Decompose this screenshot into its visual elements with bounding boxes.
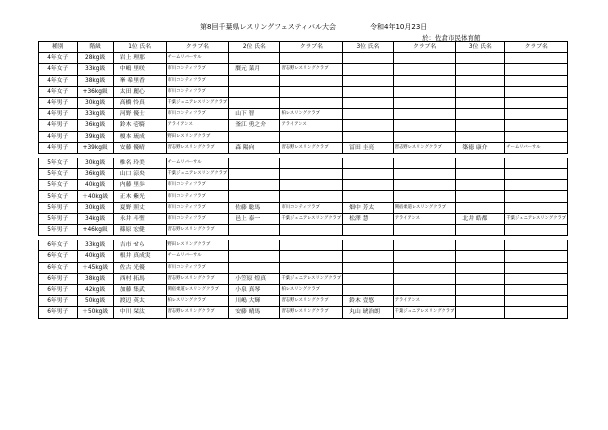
third-place-club-b	[505, 75, 568, 86]
first-place-name: 永井 斗聖	[113, 213, 166, 224]
second-place-club: 習志野レスリングクラブ	[280, 142, 343, 153]
category-cell: 6年男子	[39, 273, 78, 284]
third-place-club-a: アライアンス	[393, 213, 456, 224]
first-place-name: 峯 希里香	[113, 75, 166, 86]
second-place-name	[229, 240, 280, 251]
table-row	[39, 75, 608, 86]
category-cell: 6年女子	[39, 262, 78, 273]
third-place-club-a	[393, 131, 456, 142]
third-place-name-a	[343, 53, 394, 64]
first-place-club: 市川コンティフラブ	[166, 180, 229, 191]
weight-class-cell: 28kg級	[77, 53, 113, 64]
document-title: 第8回千葉県レスリングフェスティバル大会	[200, 23, 337, 31]
table-row	[39, 120, 608, 131]
first-place-club: 市川コンティフラブ	[166, 75, 229, 86]
second-place-club	[280, 262, 343, 273]
category-cell: 4年男子	[39, 109, 78, 120]
category-cell: 5年女子	[39, 158, 78, 169]
third-place-name-a	[343, 158, 394, 169]
third-place-name-b	[456, 169, 505, 180]
weight-class-cell: ＋40kg級	[77, 191, 113, 202]
third-place-name-a	[343, 120, 394, 131]
third-place-club-a	[393, 64, 456, 75]
table-row	[39, 97, 608, 108]
third-place-club-b: 千葉ジュニアレスリングクラブ	[505, 213, 568, 224]
third-place-club-a	[393, 158, 456, 169]
third-place-club-b	[505, 53, 568, 64]
third-place-club-a: 関宿柔道レスリングクラブ	[393, 202, 456, 213]
third-place-club-b	[505, 191, 568, 202]
first-place-name: 根井 真成実	[113, 251, 166, 262]
first-place-name: 椎名 玲美	[113, 158, 166, 169]
first-place-name: 渡辺 英太	[113, 296, 166, 307]
category-cell: 4年女子	[39, 64, 78, 75]
header-1st-name: 1位 氏名	[113, 42, 166, 53]
third-place-club-b	[505, 262, 568, 273]
first-place-name: 河野 優士	[113, 109, 166, 120]
first-place-club: 市川コンティフラブ	[166, 64, 229, 75]
second-place-name: 贋元 菜月	[229, 64, 280, 75]
category-cell: 5年男子	[39, 213, 78, 224]
third-place-club-b	[505, 240, 568, 251]
table-row	[39, 202, 608, 213]
third-place-name-a	[343, 284, 394, 295]
first-place-name: 篠原 宏健	[113, 225, 166, 236]
weight-class-cell: 38kg級	[77, 75, 113, 86]
category-cell: 5年女子	[39, 180, 78, 191]
first-place-club: 市川コンティフラブ	[166, 109, 229, 120]
third-place-club-b	[505, 202, 568, 213]
third-place-name-a	[343, 251, 394, 262]
third-place-club-b	[505, 169, 568, 180]
third-place-club-a: 習志野レスリングクラブ	[393, 142, 456, 153]
table-row	[39, 225, 608, 236]
weight-class-cell: 36kg級	[77, 120, 113, 131]
third-place-club-b	[505, 64, 568, 75]
weight-class-cell: 33kg級	[77, 240, 113, 251]
table-row	[39, 284, 608, 295]
third-place-name-a	[343, 109, 394, 120]
second-place-name	[229, 158, 280, 169]
first-place-name: 中川 栞汰	[113, 307, 166, 318]
second-place-club: 柏レスリングクラブ	[280, 284, 343, 295]
third-place-club-b	[505, 158, 568, 169]
second-place-name	[229, 191, 280, 202]
second-place-name: 釜江 勇之介	[229, 120, 280, 131]
first-place-name: 佐古 光優	[113, 262, 166, 273]
third-place-name-a	[343, 86, 394, 97]
second-place-club: 千葉ジュニアレスリングクラブ	[280, 213, 343, 224]
second-place-name: 邑上 泰一	[229, 213, 280, 224]
second-place-club	[280, 53, 343, 64]
first-place-club: アライアンス	[166, 120, 229, 131]
table-row	[39, 262, 608, 273]
third-place-club-b	[505, 284, 568, 295]
header-1st-club: クラブ名	[166, 42, 229, 53]
third-place-name-b	[456, 296, 505, 307]
category-cell: 4年男子	[39, 131, 78, 142]
third-place-club-a	[393, 97, 456, 108]
weight-class-cell: 34kg級	[77, 213, 113, 224]
first-place-name: 中嶋 里咲	[113, 64, 166, 75]
second-place-name: 小泉 真琴	[229, 284, 280, 295]
second-place-name	[229, 53, 280, 64]
weight-class-cell: +36kg級	[77, 86, 113, 97]
header-3rd-club-a: クラブ名	[393, 42, 456, 53]
table-row	[39, 64, 608, 75]
third-place-name-a: 畑中 芳太	[343, 202, 394, 213]
third-place-name-b	[456, 284, 505, 295]
grade-6-results	[39, 240, 608, 318]
category-cell: 5年男子	[39, 225, 78, 236]
second-place-club	[280, 225, 343, 236]
third-place-club-b	[505, 225, 568, 236]
first-place-club: チームリバーサル	[166, 158, 229, 169]
category-cell: 5年女子	[39, 191, 78, 202]
first-place-club: 習志野レスリングクラブ	[166, 273, 229, 284]
second-place-name	[229, 75, 280, 86]
third-place-name-a	[343, 240, 394, 251]
third-place-club-a: 千葉ジュニアレスリングクラブ	[393, 307, 456, 318]
header-category: 種別	[39, 42, 78, 53]
second-place-club: アライアンス	[280, 120, 343, 131]
third-place-name-a	[343, 180, 394, 191]
second-place-name: 山下 智	[229, 109, 280, 120]
third-place-name-b	[456, 86, 505, 97]
first-place-name: 夏野 照丈	[113, 202, 166, 213]
third-place-club-b	[505, 97, 568, 108]
third-place-name-b	[456, 307, 505, 318]
third-place-name-b	[456, 240, 505, 251]
second-place-club: 習志野レスリングクラブ	[280, 307, 343, 318]
results-table	[38, 41, 608, 319]
document-date: 令和4年10月23日	[370, 23, 428, 31]
category-cell: 5年女子	[39, 169, 78, 180]
third-place-name-b	[456, 180, 505, 191]
first-place-club: 野田レスリングクラブ	[166, 131, 229, 142]
third-place-club-a	[393, 240, 456, 251]
third-place-name-a	[343, 64, 394, 75]
second-place-name	[229, 169, 280, 180]
first-place-club: 市川コンティフラブ	[166, 191, 229, 202]
weight-class-cell: 42kg級	[77, 284, 113, 295]
first-place-club: 野田レスリングクラブ	[166, 240, 229, 251]
third-place-club-a	[393, 169, 456, 180]
third-place-name-b	[456, 97, 505, 108]
second-place-club	[280, 251, 343, 262]
second-place-club: 千葉ジュニアレスリングクラブ	[280, 273, 343, 284]
third-place-name-a	[343, 191, 394, 202]
first-place-club: 習志野レスリングクラブ	[166, 225, 229, 236]
third-place-name-b	[456, 202, 505, 213]
third-place-club-b	[505, 109, 568, 120]
table-row	[39, 307, 608, 318]
third-place-name-b	[456, 262, 505, 273]
first-place-name: 太田 麗心	[113, 86, 166, 97]
weight-class-cell: 39kg級	[77, 131, 113, 142]
venue-label: 於：佐倉市民体育館	[422, 34, 481, 42]
third-place-club-b	[505, 307, 568, 318]
second-place-club	[280, 86, 343, 97]
first-place-club: 関宿柔道レスリングクラブ	[166, 284, 229, 295]
weight-class-cell: 36kg級	[77, 169, 113, 180]
category-cell: 6年女子	[39, 240, 78, 251]
third-place-name-a	[343, 262, 394, 273]
table-row	[39, 213, 608, 224]
category-cell: 6年男子	[39, 296, 78, 307]
weight-class-cell: +46kg級	[77, 225, 113, 236]
weight-class-cell: 30kg級	[77, 158, 113, 169]
table-row	[39, 296, 608, 307]
third-place-club-a	[393, 191, 456, 202]
third-place-name-a	[343, 97, 394, 108]
second-place-club	[280, 75, 343, 86]
first-place-name: 正木 紫光	[113, 191, 166, 202]
third-place-name-b	[456, 75, 505, 86]
grade-5-results	[39, 158, 608, 236]
third-place-club-b	[505, 131, 568, 142]
second-place-name: 川嶋 大輝	[229, 296, 280, 307]
table-row	[39, 53, 608, 64]
header-3rd-name-a: 3位 氏名	[343, 42, 394, 53]
category-cell: 4年男子	[39, 120, 78, 131]
third-place-name-a: 鈴木 壹悠	[343, 296, 394, 307]
second-place-name	[229, 180, 280, 191]
second-place-club: 柏レスリングクラブ	[280, 109, 343, 120]
second-place-club	[280, 191, 343, 202]
table-row	[39, 273, 608, 284]
third-place-name-a: 丸山 琥治朗	[343, 307, 394, 318]
first-place-club: 市川コンティフラブ	[166, 213, 229, 224]
third-place-club-b	[505, 251, 568, 262]
second-place-club	[280, 158, 343, 169]
third-place-club-b: チームリバーサル	[505, 142, 568, 153]
second-place-club	[280, 131, 343, 142]
third-place-club-a	[393, 251, 456, 262]
second-place-club	[280, 169, 343, 180]
second-place-club	[280, 97, 343, 108]
weight-class-cell: 40kg級	[77, 251, 113, 262]
category-cell: 4年女子	[39, 86, 78, 97]
third-place-club-a	[393, 109, 456, 120]
third-place-name-a	[343, 131, 394, 142]
third-place-name-b	[456, 53, 505, 64]
header-3rd-club-b: クラブ名	[505, 42, 568, 53]
first-place-club: 習志野レスリングクラブ	[166, 142, 229, 153]
first-place-club: 千葉ジュニアレスリングクラブ	[166, 97, 229, 108]
second-place-club: 習志野レスリングクラブ	[280, 64, 343, 75]
weight-class-cell: ＋50kg級	[77, 307, 113, 318]
second-place-name	[229, 86, 280, 97]
table-row	[39, 240, 608, 251]
first-place-club: 市川コンティフラブ	[166, 202, 229, 213]
third-place-name-b	[456, 251, 505, 262]
category-cell: 5年男子	[39, 202, 78, 213]
second-place-name: 小笠原 煌真	[229, 273, 280, 284]
table-row	[39, 109, 608, 120]
category-cell: 6年女子	[39, 251, 78, 262]
third-place-club-b	[505, 296, 568, 307]
header-2nd-name: 2位 氏名	[229, 42, 280, 53]
table-row	[39, 180, 608, 191]
first-place-name: 加藤 集武	[113, 284, 166, 295]
second-place-name: 佐藤 聡馬	[229, 202, 280, 213]
second-place-name: 安藤 晴馬	[229, 307, 280, 318]
header-2nd-club: クラブ名	[280, 42, 343, 53]
third-place-club-a	[393, 284, 456, 295]
first-place-club: チームリバーサル	[166, 53, 229, 64]
second-place-club: 習志野レスリングクラブ	[280, 296, 343, 307]
weight-class-cell: 38kg級	[77, 273, 113, 284]
weight-class-cell: 33kg級	[77, 64, 113, 75]
weight-class-cell: 30kg級	[77, 97, 113, 108]
table-row	[39, 131, 608, 142]
grade-4-results	[39, 53, 608, 154]
first-place-name: 山口 涼央	[113, 169, 166, 180]
table-row	[39, 169, 608, 180]
first-place-club: チームリバーサル	[166, 251, 229, 262]
first-place-name: 内藤 里歩	[113, 180, 166, 191]
header-3rd-name-b: 3位 氏名	[456, 42, 505, 53]
category-cell: 4年女子	[39, 53, 78, 64]
table-row	[39, 86, 608, 97]
third-place-name-a	[343, 75, 394, 86]
third-place-club-a	[393, 53, 456, 64]
second-place-name	[229, 97, 280, 108]
first-place-name: 岩上 理那	[113, 53, 166, 64]
third-place-name-b: 築徳 康介	[456, 142, 505, 153]
first-place-name: 榎本 琉成	[113, 131, 166, 142]
third-place-club-a	[393, 120, 456, 131]
table-row	[39, 251, 608, 262]
table-row	[39, 142, 608, 153]
third-place-name-b: 北井 皓都	[456, 213, 505, 224]
table-row	[39, 191, 608, 202]
weight-class-cell: 33kg級	[77, 109, 113, 120]
third-place-name-b	[456, 273, 505, 284]
first-place-club: 市川コンティフラブ	[166, 262, 229, 273]
second-place-name	[229, 262, 280, 273]
weight-class-cell: +39kg級	[77, 142, 113, 153]
weight-class-cell: 30kg級	[77, 202, 113, 213]
third-place-club-a	[393, 86, 456, 97]
first-place-name: 鈴木 壱騎	[113, 120, 166, 131]
third-place-club-a: アライアンス	[393, 296, 456, 307]
third-place-club-a	[393, 180, 456, 191]
first-place-name: 西村 拓馬	[113, 273, 166, 284]
third-place-name-b	[456, 158, 505, 169]
third-place-club-a	[393, 262, 456, 273]
category-cell: 4年男子	[39, 142, 78, 153]
weight-class-cell: ＋45kg級	[77, 262, 113, 273]
second-place-club: 市川コンティフラブ	[280, 202, 343, 213]
third-place-club-b	[505, 86, 568, 97]
third-place-name-a	[343, 273, 394, 284]
weight-class-cell: 50kg級	[77, 296, 113, 307]
category-cell: 4年女子	[39, 75, 78, 86]
second-place-club	[280, 240, 343, 251]
second-place-name	[229, 131, 280, 142]
third-place-club-a	[393, 75, 456, 86]
second-place-name	[229, 251, 280, 262]
second-place-club	[280, 180, 343, 191]
first-place-club: 習志野レスリングクラブ	[166, 307, 229, 318]
third-place-name-b	[456, 120, 505, 131]
third-place-name-b	[456, 109, 505, 120]
second-place-name	[229, 225, 280, 236]
table-header-row	[39, 42, 608, 53]
first-place-club: 市川コンティフラブ	[166, 86, 229, 97]
first-place-club: 柏レスリングクラブ	[166, 296, 229, 307]
third-place-club-a	[393, 225, 456, 236]
header-weight: 階級	[77, 42, 113, 53]
category-cell: 6年男子	[39, 284, 78, 295]
first-place-club: 千葉ジュニアレスリングクラブ	[166, 169, 229, 180]
third-place-name-a: 冨田 圭亮	[343, 142, 394, 153]
third-place-name-a: 松澤 慧	[343, 213, 394, 224]
third-place-club-b	[505, 273, 568, 284]
third-place-club-b	[505, 180, 568, 191]
category-cell: 6年男子	[39, 307, 78, 318]
first-place-name: 高橋 怜真	[113, 97, 166, 108]
third-place-name-a	[343, 225, 394, 236]
table-row	[39, 158, 608, 169]
third-place-name-b	[456, 131, 505, 142]
second-place-name: 森 陽向	[229, 142, 280, 153]
third-place-club-b	[505, 120, 568, 131]
third-place-name-b	[456, 225, 505, 236]
category-cell: 4年男子	[39, 97, 78, 108]
third-place-name-b	[456, 64, 505, 75]
weight-class-cell: 40kg級	[77, 180, 113, 191]
third-place-club-a	[393, 273, 456, 284]
third-place-name-a	[343, 169, 394, 180]
first-place-name: 吉市 せら	[113, 240, 166, 251]
third-place-name-b	[456, 191, 505, 202]
first-place-name: 安藤 優晴	[113, 142, 166, 153]
